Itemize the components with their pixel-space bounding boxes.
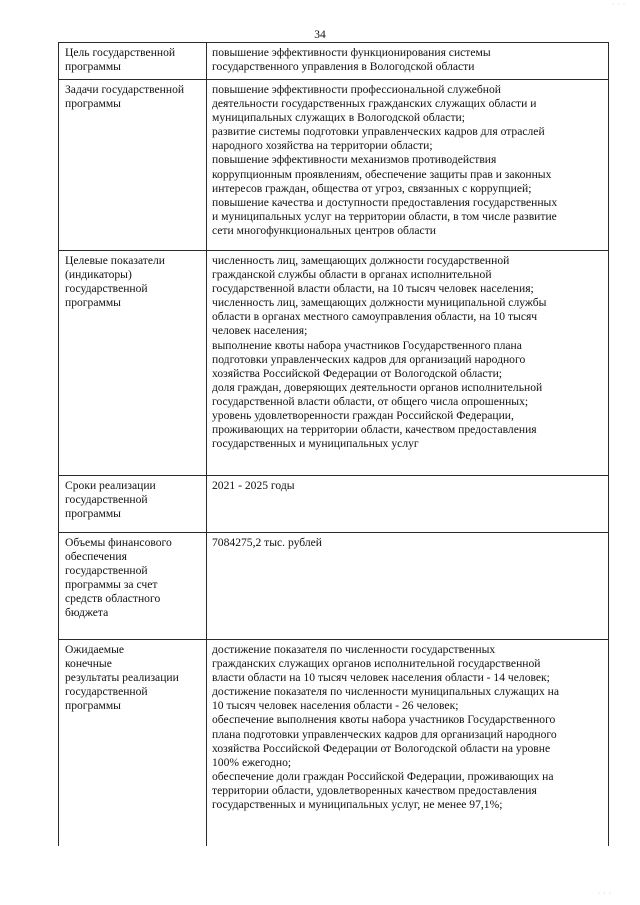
label-line: программы: [65, 60, 121, 74]
label-line: бюджета: [65, 606, 109, 620]
label-line: программы: [65, 296, 121, 310]
row-results-value: [207, 640, 609, 847]
value-line: доля граждан, доверяющих деятельности органов исполнительной: [212, 380, 543, 394]
label-line: государственной: [65, 685, 148, 699]
value-line: и муниципальных услуг на территории области, в том числе развитие: [212, 209, 557, 223]
value-line: повышение качества и доступности предоставления государственных: [212, 195, 558, 209]
row-tasks: [59, 80, 609, 251]
value-line: коррупционным проявлениям, обеспечение защиты прав и законных: [212, 167, 552, 181]
value-line: интересов граждан, общества от угроз, связанных с коррупцией;: [212, 181, 532, 195]
row-financing-value: [207, 533, 609, 640]
program-passport-table: [58, 42, 609, 846]
value-line: развитие системы подготовки управленческих кадров для отраслей: [212, 125, 545, 139]
value-line: 7084275,2 тыс. рублей: [212, 536, 323, 549]
scan-mark-top: · · ·: [612, 2, 626, 8]
value-line: хозяйства Российской Федерации от Вологодской области на уровне: [212, 741, 551, 755]
row-goal: [59, 43, 609, 80]
value-line: деятельности государственных гражданских служащих области и: [212, 97, 537, 111]
value-line: обеспечение выполнения квоты набора участников Государственного: [212, 713, 556, 727]
value-line: численность лиц, замещающих должности государственной: [212, 254, 510, 267]
row-goal-value: [207, 43, 609, 80]
value-line: достижение показателя по численности муниципальных служащих на: [212, 685, 560, 699]
label-line: Сроки реализации: [65, 479, 156, 492]
label-line: государственной: [65, 493, 148, 507]
value-line: 100% ежегодно;: [212, 755, 292, 769]
value-line: 10 тысяч человек населения области - 26 человек;: [212, 699, 459, 713]
value-line: обеспечение доли граждан Российской Федерации, проживающих на: [212, 769, 554, 783]
value-line: подготовки управленческих кадров для организаций народного: [212, 352, 526, 366]
value-line: повышение эффективности функционирования системы: [212, 46, 491, 59]
label-line: средств областного: [65, 592, 161, 606]
value-line: достижение показателя по численности государственных: [212, 643, 496, 656]
value-line: уровень удовлетворенности граждан Российской Федерации,: [212, 409, 514, 423]
label-line: Цель государственной: [65, 46, 176, 59]
value-line: повышение эффективности профессиональной служебной: [212, 83, 501, 96]
label-line: конечные: [65, 657, 112, 671]
label-line: (индикаторы): [65, 268, 132, 282]
row-indicators-value: [207, 251, 609, 476]
label-line: программы: [65, 699, 121, 713]
value-line: государственной власти области, от общего числа опрошенных;: [212, 394, 529, 408]
value-line: человек населения;: [212, 324, 308, 338]
label-line: Ожидаемые: [65, 643, 125, 656]
value-line: народного хозяйства на территории области;: [212, 139, 433, 153]
row-indicators-label: [59, 251, 207, 476]
label-line: результаты реализации: [65, 671, 179, 685]
value-line: государственных и муниципальных услуг: [212, 437, 419, 451]
label-line: программы: [65, 507, 121, 521]
value-line: муниципальных служащих в Вологодской области;: [212, 111, 465, 125]
value-line: территории области, удовлетворенных качеством предоставления: [212, 783, 537, 797]
row-terms-value: [207, 476, 609, 533]
label-line: государственной: [65, 282, 148, 296]
value-line: повышение эффективности механизмов противодействия: [212, 153, 497, 167]
value-line: области в органах местного самоуправления области, на 10 тысяч: [212, 310, 538, 324]
label-line: Объемы финансового: [65, 536, 172, 549]
row-tasks-label: [59, 80, 207, 251]
row-terms-label: [59, 476, 207, 533]
scan-mark-bottom: · · ·: [598, 891, 612, 897]
row-terms: [59, 476, 609, 533]
row-tasks-value: [207, 80, 609, 251]
row-financing: [59, 533, 609, 640]
value-line: гражданской службы области в органах исполнительной: [212, 268, 492, 282]
value-line: сети многофункциональных центров области: [212, 223, 436, 237]
label-line: Задачи государственной: [65, 83, 185, 96]
row-indicators: [59, 251, 609, 476]
label-line: программы: [65, 97, 121, 111]
value-line: выполнение квоты набора участников Государственного плана: [212, 338, 522, 352]
row-results: [59, 640, 609, 847]
value-line: власти области на 10 тысяч человек населения области - 14 человек;: [212, 671, 550, 685]
value-line: численность лиц, замещающих должности муниципальной службы: [212, 296, 547, 310]
page-number: 34: [314, 29, 326, 41]
label-line: государственной: [65, 564, 148, 578]
value-line: хозяйства Российской Федерации от Вологодской области;: [212, 366, 502, 380]
value-line: государственного управления в Вологодской области: [212, 60, 475, 74]
row-goal-label: [59, 43, 207, 80]
label-line: программы за счет: [65, 578, 158, 592]
value-line: 2021 - 2025 годы: [212, 479, 295, 492]
value-line: государственных и муниципальных услуг, не менее 97,1%;: [212, 798, 503, 812]
value-line: государственной власти области, на 10 тысяч человек населения;: [212, 282, 534, 296]
label-line: обеспечения: [65, 550, 127, 564]
value-line: гражданских служащих органов исполнительной государственной: [212, 657, 541, 671]
row-results-label: [59, 640, 207, 847]
row-financing-label: [59, 533, 207, 640]
value-line: проживающих на территории области, качеством предоставления: [212, 423, 537, 437]
label-line: Целевые показатели: [65, 254, 165, 267]
value-line: плана подготовки управленческих кадров для организаций народного: [212, 727, 557, 741]
